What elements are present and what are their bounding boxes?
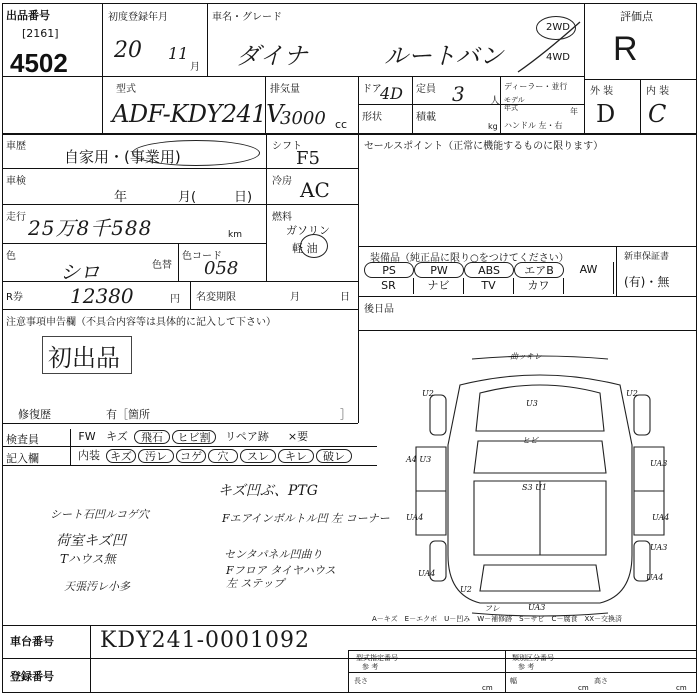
repair-label: 修復歴 — [18, 408, 51, 421]
damage-legend: A－キズ E－エクボ U－凹み W－補修跡 S－サビ C－腐食 XX－交換済 — [372, 615, 623, 623]
divider — [207, 3, 208, 76]
name-change-day: 日 — [340, 292, 350, 303]
displacement-label: 排気量 — [270, 84, 300, 95]
inspector-item: 穴 — [208, 449, 238, 463]
color-code-value: 058 — [204, 258, 239, 279]
damage-mark: S3 U1 — [522, 483, 547, 492]
divider — [178, 243, 179, 281]
equipment-item: PW — [414, 262, 464, 278]
repair-close: ］ — [340, 408, 351, 421]
registration-label: 登録番号 — [10, 670, 54, 683]
divider — [90, 625, 91, 693]
door-value: 4D — [380, 84, 404, 103]
selected-circle — [300, 234, 328, 258]
divider — [70, 429, 71, 465]
name-change-label: 名変期限 — [196, 292, 236, 303]
damage-mark: ヒビ — [522, 436, 538, 445]
divider — [2, 446, 377, 447]
remark: 荷室キズ凹 — [56, 533, 126, 549]
interior-label: 内 装 — [646, 86, 670, 97]
equipment-item — [564, 278, 614, 294]
car-grade: ルートバン — [384, 42, 504, 70]
category-label: 類別区分番号 — [512, 654, 554, 662]
inspection-day: 日) — [234, 190, 253, 205]
remark: Fエアインボルトル凹 左 コーナー — [222, 512, 390, 525]
color-change-label: 色替 — [152, 260, 172, 271]
remark: キズ凹ぶ、PTG — [218, 483, 318, 499]
chassis-value: KDY241-0001092 — [100, 628, 311, 653]
damage-mark: 曲ッキレ — [510, 352, 542, 361]
fuel-diesel: 軽 油 — [292, 242, 318, 255]
equipment-item: PS — [364, 262, 414, 278]
damage-mark: UA4 — [652, 513, 670, 522]
remark: 天張汚レ小多 — [64, 580, 130, 593]
equipment-item: TV — [464, 278, 514, 294]
divider — [2, 309, 358, 310]
divider — [2, 76, 584, 77]
equipment-item: SR — [364, 278, 414, 294]
model-year-label: モデル年式 — [504, 96, 525, 112]
inspector-item: 破レ — [316, 449, 352, 463]
reference-label: 参 考 — [518, 663, 535, 671]
notes-label: 注意事項申告欄（不具合内容等は具体的に記入して下さい） — [6, 317, 276, 328]
ac-value: AC — [300, 178, 330, 202]
exterior-label: 外 装 — [590, 86, 614, 97]
equipment-item: カワ — [514, 278, 564, 294]
recycle-value: 12380 — [70, 284, 134, 308]
door-label: ドア — [362, 84, 382, 95]
model-year-unit: 年 — [570, 107, 578, 116]
damage-mark: フレ — [484, 604, 500, 613]
width-label: 幅 — [510, 677, 517, 685]
height-unit: cm — [676, 684, 687, 692]
equipment-item: ナビ — [414, 278, 464, 294]
damage-mark: UA4 — [646, 573, 664, 582]
equipment-item: エアB — [514, 262, 564, 278]
divider — [584, 3, 585, 133]
name-grade-label: 車名・グレード — [212, 12, 282, 23]
divider — [266, 133, 267, 281]
divider — [2, 243, 266, 244]
damage-mark: U3 — [526, 399, 538, 408]
damage-mark: UA3 — [650, 543, 668, 552]
inspector-item: 内装 — [78, 449, 100, 462]
notes-content: 初出品 — [48, 344, 120, 372]
month-unit: 月 — [190, 62, 200, 73]
divider — [102, 3, 103, 133]
equipment-grid — [364, 262, 614, 294]
length-label: 長さ — [354, 677, 368, 685]
sales-point-label: セールスポイント（正常に機能するものに限ります） — [364, 141, 604, 152]
grade-score: R — [613, 30, 638, 68]
exterior-value: D — [596, 100, 616, 128]
shape-label: 形状 — [362, 112, 382, 123]
interior-value: C — [648, 100, 667, 128]
equipment-item: ABS — [464, 262, 514, 278]
inspector-item: キズ — [106, 449, 136, 463]
inspector-item: FW — [78, 430, 96, 443]
type-designation-label: 型式指定番号 — [356, 654, 398, 662]
divider — [2, 133, 697, 135]
first-registration-month: 11 — [168, 44, 189, 63]
inspection-month: 月( — [178, 190, 197, 205]
diagram-marks — [400, 352, 680, 620]
damage-mark: UA3 — [528, 603, 546, 612]
divider — [616, 246, 617, 296]
mileage-label: 走行 — [6, 212, 26, 223]
inspector-item: スレ — [240, 449, 276, 463]
damage-mark: U2 — [626, 389, 638, 398]
remark: シート石凹ルコゲ穴 — [50, 508, 149, 521]
load-unit: kg — [488, 122, 498, 131]
car-name: ダイナ — [236, 42, 308, 70]
width-unit: cm — [578, 684, 589, 692]
inspector-item: ヒビ割 — [172, 430, 216, 444]
damage-mark: U2 — [460, 585, 472, 594]
remark: Fフロア タイヤハウス 左 ステップ — [226, 564, 336, 590]
strike-mark — [514, 14, 584, 76]
owner-label: 後日品 — [364, 304, 394, 315]
capacity-value: 3 — [452, 82, 465, 106]
mileage-value: 25万8千588 — [28, 216, 153, 240]
capacity-label: 定員 — [416, 84, 436, 95]
divider — [358, 246, 697, 247]
shift-label: シフト — [272, 141, 302, 152]
drive-2wd: 2WD — [546, 22, 570, 33]
inspector-item: キズ — [106, 430, 128, 443]
ac-label: 冷房 — [272, 176, 292, 187]
damage-mark: A4 U3 — [406, 455, 432, 464]
divider — [348, 650, 697, 651]
selected-circle — [132, 140, 260, 166]
damage-mark: UA4 — [406, 513, 424, 522]
chassis-label: 車台番号 — [10, 635, 54, 648]
model-code: ADF-KDY241V — [112, 100, 283, 128]
displacement-unit: cc — [335, 118, 348, 131]
inspector-item: 汚レ — [138, 449, 174, 463]
divider — [358, 296, 697, 297]
handle-label: ハンドル 左・右 — [504, 121, 563, 130]
repair-value: 有［箇所 — [106, 408, 150, 421]
load-label: 積載 — [416, 112, 436, 123]
recycle-label: R券 — [6, 292, 23, 303]
inspector-item: ×要 — [287, 430, 309, 443]
warranty-label: 新車保証書 — [624, 252, 670, 262]
inspector-item: リペア跡 — [225, 430, 269, 443]
inspector-item: キレ — [278, 449, 314, 463]
equipment-label: 装備品（純正品に限り○をつけてください） — [370, 253, 569, 264]
entry-label: 記入欄 — [6, 452, 39, 465]
inspection-year: 年 — [114, 190, 128, 205]
capacity-unit: 人 — [490, 96, 500, 107]
color-code-label: 色コード — [182, 251, 222, 262]
inspector-item: 飛石 — [134, 430, 170, 444]
divider — [358, 133, 359, 423]
divider — [358, 330, 697, 331]
color-label: 色 — [6, 251, 16, 262]
divider — [640, 79, 641, 133]
displacement-value: 3000 — [280, 108, 326, 129]
inspector-label: 検査員 — [6, 433, 39, 446]
damage-mark: UA4 — [418, 569, 436, 578]
lot-code: [2161] — [22, 27, 59, 40]
name-change-month: 月 — [290, 292, 300, 303]
dealer-label: ディーラー・並行 — [504, 82, 568, 91]
divider — [348, 672, 697, 673]
damage-mark: U2 — [422, 389, 434, 398]
equipment-item: AW — [564, 262, 614, 278]
first-registration-label: 初度登録年月 — [108, 12, 168, 23]
first-registration-year: 20 — [114, 38, 142, 63]
divider — [358, 104, 584, 105]
divider — [190, 281, 191, 309]
divider — [2, 625, 697, 626]
divider — [2, 281, 358, 282]
divider — [2, 465, 377, 466]
length-unit: cm — [482, 684, 493, 692]
color-value: シロ — [60, 260, 100, 284]
inspection-label: 車検 — [6, 176, 26, 187]
recycle-unit: 円 — [170, 294, 180, 305]
mileage-unit: km — [228, 230, 242, 240]
fuel-gasoline: ガソリン — [286, 224, 330, 237]
history-label: 車歴 — [6, 141, 26, 152]
lot-number: 4502 — [10, 48, 68, 78]
history-options: 自家用・(事業用) — [64, 148, 181, 166]
height-label: 高さ — [594, 677, 608, 685]
fuel-label: 燃料 — [272, 212, 292, 223]
remark: センタパネル凹曲り — [224, 548, 323, 561]
reference-label: 参 考 — [362, 663, 379, 671]
lot-label: 出品番号 — [6, 9, 50, 22]
divider — [2, 658, 697, 659]
divider — [2, 423, 358, 424]
damage-mark: UA3 — [650, 459, 668, 468]
remark: Tハウス無 — [60, 552, 116, 566]
inspector-item: コゲ — [176, 449, 206, 463]
drive-4wd: 4WD — [546, 52, 570, 63]
grade-evaluation-label: 評価点 — [620, 10, 653, 23]
warranty-value: (有)・無 — [624, 275, 670, 289]
model-label: 型式 — [116, 84, 136, 95]
shift-value: F5 — [296, 148, 320, 169]
